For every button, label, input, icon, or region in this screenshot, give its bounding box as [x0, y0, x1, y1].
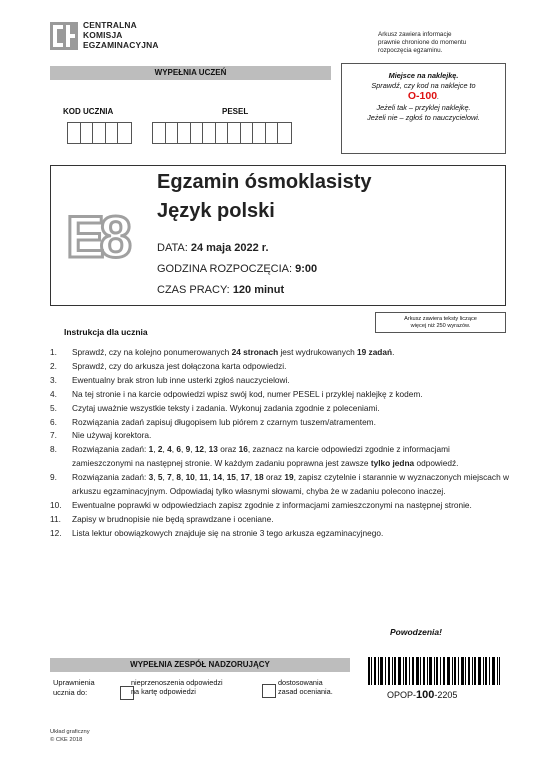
list-item: 11. Zapisy w brudnopisie nie będą sprawdzane i oceniane. [50, 513, 274, 524]
footer-credit: Układ graficzny © CKE 2018 [50, 729, 90, 743]
no-transfer-label: nieprzenoszenia odpowiedzi na kartę odpowiedzi [131, 678, 223, 696]
list-item: 3. Ewentualny brak stron lub inne usterki zgłoś nauczycielowi. [50, 374, 290, 385]
list-item: 9. Rozwiązania zadań: 3, 5, 7, 8, 10, 11, 14, 15, 17, 18 oraz 19, zapisz czytelnie i starannie w wyznaczonych miejscach w arkuszu egzaminacyjnym. Odpowiadaj tylko własnymi słowami, chyba że w zadaniu polecono inaczej. [50, 472, 509, 497]
exam-subject: Język polski [157, 200, 275, 222]
logo-text: CENTRALNA KOMISJA EGZAMINACYJNA [83, 20, 159, 50]
student-section-bar: WYPEŁNIA UCZEŃ [50, 66, 331, 80]
e8-mark: E8 [66, 205, 127, 270]
cke-logo-icon [50, 22, 78, 50]
instructions-heading: Instrukcja dla ucznia [64, 327, 148, 337]
adjusted-grading-label: dostosowania zasad oceniania. [278, 678, 333, 696]
list-item: 6. Rozwiązania zadań zapisuj długopisem lub piórem z czarnym tuszem/atramentem. [50, 416, 376, 427]
sticker-placeholder: Miejsce na naklejkę. Sprawdź, czy kod na naklejce to O-100. Jeżeli tak – przyklej naklejkę. Jeżeli nie – zgłoś to nauczycielowi. [341, 63, 506, 154]
exam-duration: CZAS PRACY: 120 minut [157, 284, 285, 296]
list-item: 12. Lista lektur obowiązkowych znajduje się na stronie 3 tego arkusza egzaminacyjnego. [50, 527, 384, 538]
kod-ucznia-field[interactable] [67, 122, 132, 144]
adjusted-grading-checkbox[interactable] [262, 684, 276, 698]
list-item: 5. Czytaj uważnie wszystkie teksty i zadania. Wykonuj zadania zgodnie z poleceniami. [50, 402, 380, 413]
legal-notice: Arkusz zawiera informacje prawnie chronione do momentu rozpoczęcia egzaminu. [378, 31, 467, 54]
sticker-code: O-100 [407, 90, 438, 102]
instructions-list [50, 346, 510, 541]
list-item: 8. Rozwiązania zadań: 1, 2, 4, 6, 9, 12, 13 oraz 16, zaznacz na karcie odpowiedzi zgodnie z informacjami zamieszczonymi na następnej stronie. W każdym zadaniu poprawna jest zawsze tylko jedna odpowiedź. [50, 444, 459, 469]
word-count-note: Arkusz zawiera teksty liczące więcej niż 250 wyrazów. [375, 312, 506, 333]
kod-ucznia-label: KOD UCZNIA [63, 107, 114, 116]
list-item: 7. Nie używaj korektora. [50, 430, 152, 441]
pesel-label: PESEL [222, 107, 249, 116]
barcode-icon [368, 657, 500, 685]
exam-date: DATA: 24 maja 2022 r. [157, 242, 269, 254]
pesel-field[interactable] [152, 122, 292, 144]
barcode-code: OPOP-100-2205 [387, 689, 458, 701]
closing-text: Powodzenia! [390, 627, 442, 637]
exam-start-time: GODZINA ROZPOCZĘCIA: 9:00 [157, 263, 318, 275]
exam-title: Egzamin ósmoklasisty [157, 171, 372, 193]
list-item: 10. Ewentualne poprawki w odpowiedziach zapisz zgodnie z informacjami zamieszczonymi na następnej stronie. [50, 499, 472, 510]
list-item: 4. Na tej stronie i na karcie odpowiedzi wpisz swój kod, numer PESEL i przyklej naklejkę z kodem. [50, 388, 423, 399]
list-item: 1. Sprawdź, czy na kolejno ponumerowanych 24 stronach jest wydrukowanych 19 zadań. [50, 347, 395, 357]
list-item: 2. Sprawdź, czy do arkusza jest dołączona karta odpowiedzi. [50, 360, 287, 371]
supervisors-section-bar: WYPEŁNIA ZESPÓŁ NADZORUJĄCY [50, 658, 350, 672]
entitlements-label: Uprawnienia ucznia do: [53, 678, 95, 697]
